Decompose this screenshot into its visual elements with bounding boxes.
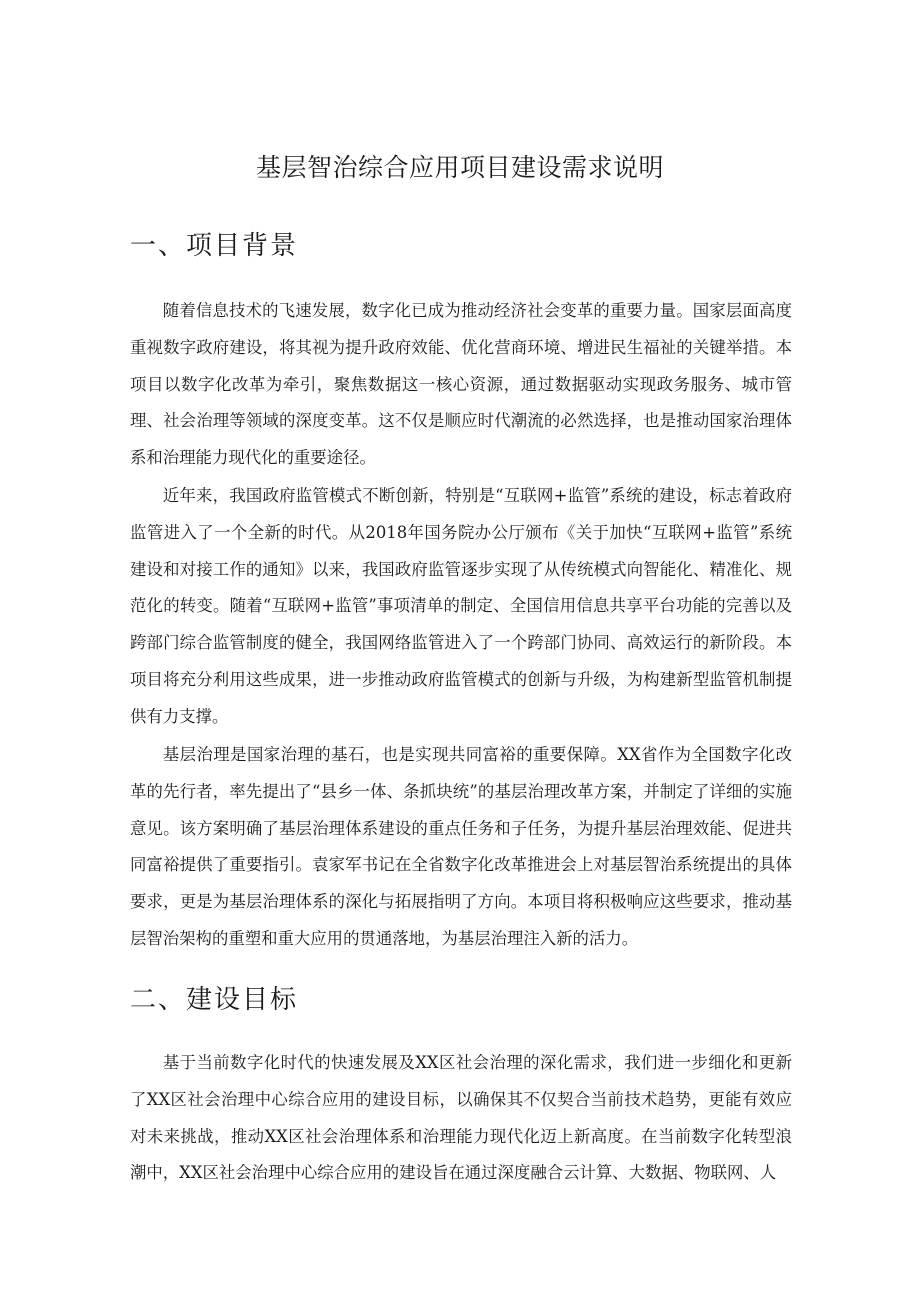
document-title: 基层智治综合应用项目建设需求说明 [255,153,664,182]
background-paragraph-2: 近年来，我国政府监管模式不断创新，特别是“互联网+监管”系统的建设，标志着政府监管进入了一个全新的时代。从2018年国务院办公厅颁布《关于加快“互联网+监管”系统建设和对接工作的通知》以来，我国政府监管逐步实现了从传统模式向智能化、精准化、规范化的转变。随着“互联网+监管”事项清单的制定、全国信用信息共享平台功能的完善以及跨部门综合监管制度的健全，我国网络监管进入了一个跨部门协同、高效运行的新阶段。本项目将充分利用这些成果，进一步推动政府监管模式的创新与升级，为构建新型监管机制提供有力支撑。 [130,486,792,726]
section-heading-goals: 二、建设目标 [130,985,299,1015]
background-paragraph-3: 基层治理是国家治理的基石，也是实现共同富裕的重要保障。XX省作为全国数字化改革的先行者，率先提出了“县乡一体、条抓块统”的基层治理改革方案，并制定了详细的实施意见。该方案明确了基层治理体系建设的重点任务和子任务，为提升基层治理效能、促进共同富裕提供了重要指引。袁家军书记在全省数字化改革推进会上对基层智治系统提出的具体要求，更是为基层治理体系的深化与拓展指明了方向。本项目将积极响应这些要求，推动基层智治架构的重塑和重大应用的贯通落地，为基层治理注入新的活力。 [130,745,792,948]
goals-paragraph-1: 基于当前数字化时代的快速发展及XX区社会治理的深化需求，我们进一步细化和更新了XX区社会治理中心综合应用的建设目标，以确保其不仅契合当前技术趋势，更能有效应对未来挑战，推动XX区社会治理体系和治理能力现代化迈上新高度。在当前数字化转型浪潮中，XX区社会治理中心综合应用的建设旨在通过深度融合云计算、大数据、物联网、人 [130,1053,792,1183]
section-heading-background: 一、项目背景 [130,231,299,261]
background-paragraph-1: 随着信息技术的飞速发展，数字化已成为推动经济社会变革的重要力量。国家层面高度重视数字政府建设，将其视为提升政府效能、优化营商环境、增进民生福祉的关键举措。本项目以数字化改革为牵引，聚焦数据这一核心资源，通过数据驱动实现政务服务、城市管理、社会治理等领域的深度变革。这不仅是顺应时代潮流的必然选择，也是推动国家治理体系和治理能力现代化的重要途径。 [130,301,792,468]
